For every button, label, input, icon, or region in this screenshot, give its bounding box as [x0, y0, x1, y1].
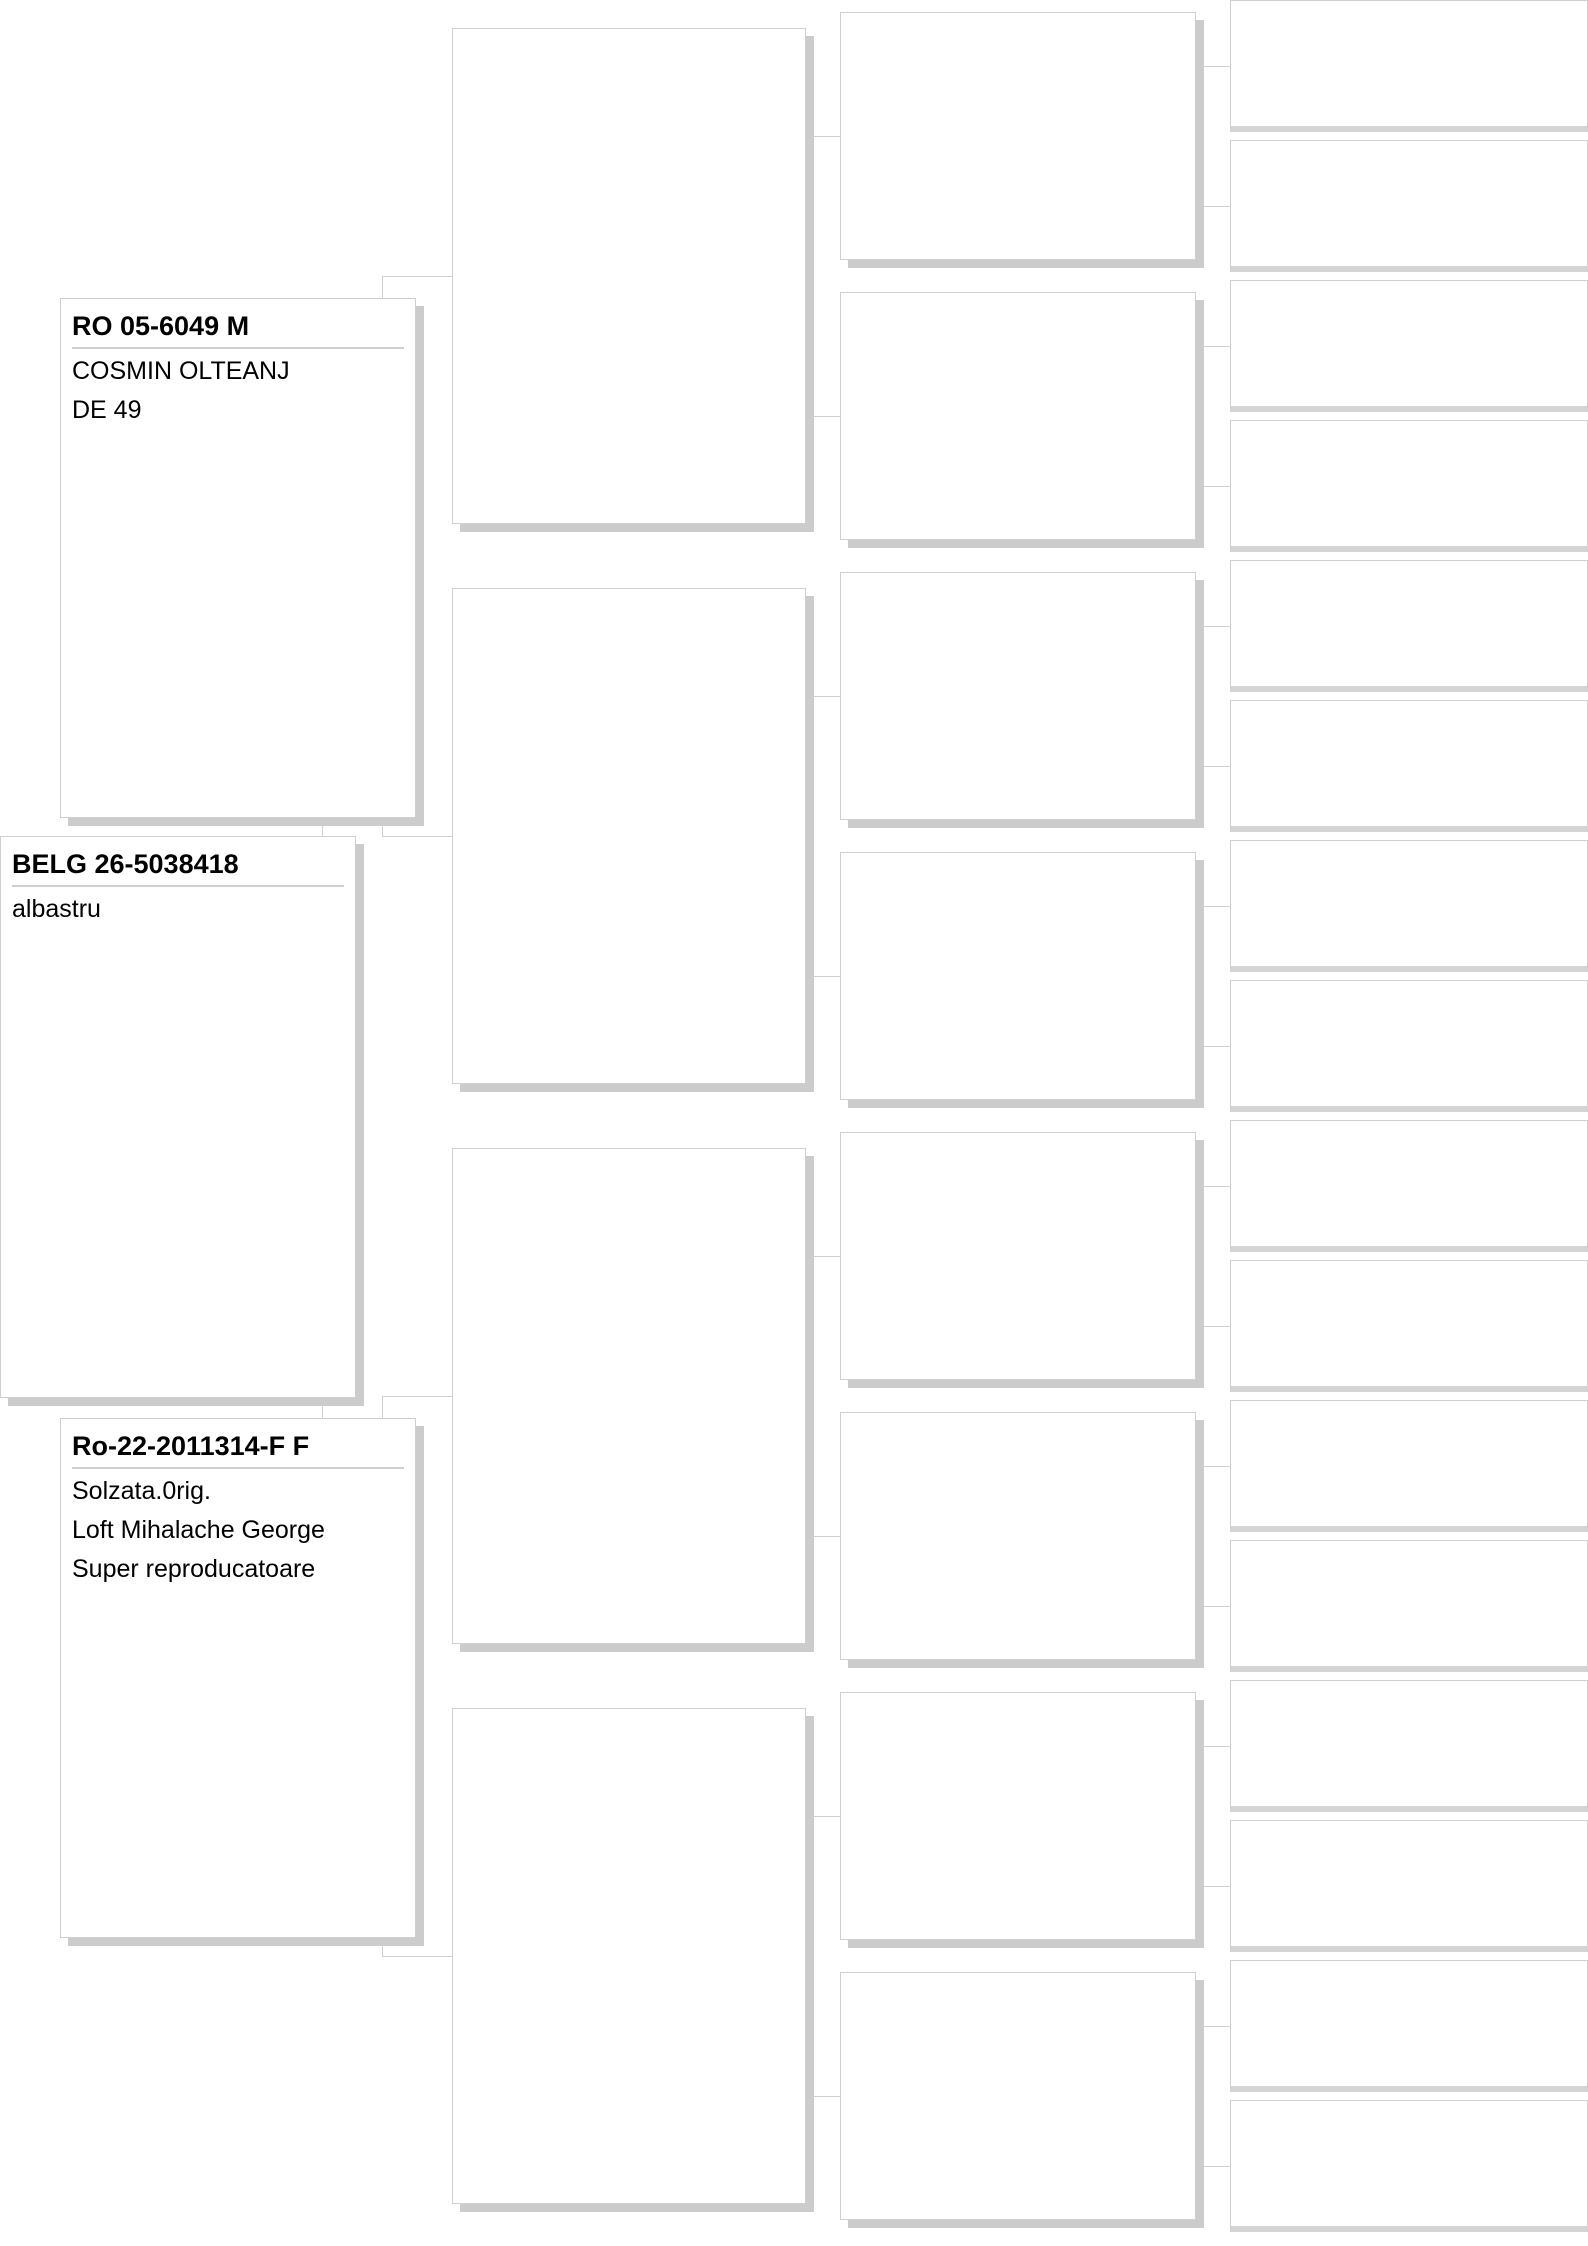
connector: [382, 818, 383, 836]
dam-line-2: Loft Mihalache George: [72, 1516, 325, 1544]
connector: [806, 416, 840, 417]
connector: [1196, 2166, 1230, 2167]
ancestor-card[interactable]: [1230, 1120, 1588, 1252]
dam-card[interactable]: [60, 1418, 416, 1938]
ancestor-card[interactable]: [1230, 280, 1588, 412]
great-grandparent-card[interactable]: [840, 12, 1196, 260]
connector: [1196, 1466, 1230, 1467]
connector: [382, 1956, 452, 1957]
great-grandparent-card[interactable]: [840, 1132, 1196, 1380]
connector: [1196, 346, 1230, 347]
subject-color: albastru: [12, 895, 101, 923]
ancestor-card[interactable]: [1230, 1400, 1588, 1532]
sire-card[interactable]: [60, 298, 416, 818]
connector: [382, 276, 452, 277]
connector: [1196, 1046, 1230, 1047]
connector: [1196, 1606, 1230, 1607]
connector: [382, 276, 383, 298]
connector: [806, 976, 840, 977]
dam-line-1: Solzata.0rig.: [72, 1477, 211, 1505]
great-grandparent-card[interactable]: [840, 1972, 1196, 2220]
connector: [322, 1398, 323, 1418]
ancestor-card[interactable]: [1230, 840, 1588, 972]
great-grandparent-card[interactable]: [840, 852, 1196, 1100]
connector: [382, 836, 452, 837]
connector: [1196, 906, 1230, 907]
ancestor-card[interactable]: [1230, 980, 1588, 1112]
connector: [322, 818, 323, 836]
connector: [1196, 626, 1230, 627]
grandparent-card[interactable]: [452, 588, 806, 1084]
sire-line-1: COSMIN OLTEANJ: [72, 357, 290, 385]
dam-line-3: Super reproducatoare: [72, 1555, 316, 1583]
ancestor-card[interactable]: [1230, 560, 1588, 692]
great-grandparent-card[interactable]: [840, 572, 1196, 820]
ancestor-card[interactable]: [1230, 0, 1588, 132]
grandparent-card[interactable]: [452, 1708, 806, 2204]
connector: [1196, 206, 1230, 207]
connector: [1196, 1746, 1230, 1747]
connector: [382, 1396, 383, 1418]
connector: [382, 1396, 452, 1397]
connector: [1196, 1886, 1230, 1887]
ancestor-card[interactable]: [1230, 140, 1588, 272]
connector: [806, 136, 840, 137]
great-grandparent-card[interactable]: [840, 292, 1196, 540]
connector: [1196, 766, 1230, 767]
grandparent-card[interactable]: [452, 1148, 806, 1644]
connector: [382, 1938, 383, 1956]
great-grandparent-card[interactable]: [840, 1412, 1196, 1660]
sire-line-2: DE 49: [72, 396, 142, 424]
ancestor-card[interactable]: [1230, 700, 1588, 832]
connector: [1196, 1326, 1230, 1327]
ancestor-card[interactable]: [1230, 420, 1588, 552]
great-grandparent-card[interactable]: [840, 1692, 1196, 1940]
ancestor-card[interactable]: [1230, 1680, 1588, 1812]
subject-card[interactable]: [0, 836, 356, 1398]
connector: [1196, 1186, 1230, 1187]
connector: [1196, 2026, 1230, 2027]
connector: [806, 1536, 840, 1537]
ancestor-card[interactable]: [1230, 1960, 1588, 2092]
connector: [806, 2096, 840, 2097]
connector: [806, 1256, 840, 1257]
sire-ring-number: RO 05-6049 M: [72, 309, 404, 349]
ancestor-card[interactable]: [1230, 2100, 1588, 2232]
grandparent-card[interactable]: [452, 28, 806, 524]
subject-ring-number: BELG 26-5038418: [12, 847, 344, 887]
dam-ring-number: Ro-22-2011314-F F: [72, 1429, 404, 1469]
ancestor-card[interactable]: [1230, 1540, 1588, 1672]
connector: [1196, 66, 1230, 67]
ancestor-card[interactable]: [1230, 1260, 1588, 1392]
ancestor-card[interactable]: [1230, 1820, 1588, 1952]
connector: [806, 696, 840, 697]
connector: [1196, 486, 1230, 487]
connector: [806, 1816, 840, 1817]
